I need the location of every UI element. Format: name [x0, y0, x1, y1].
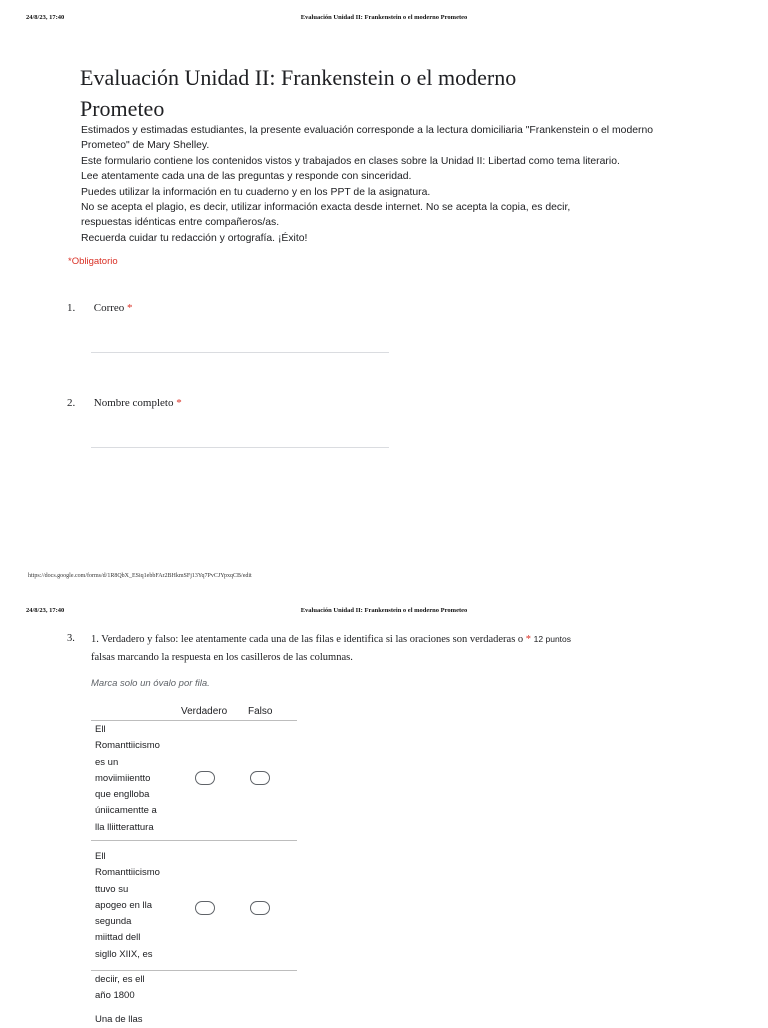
- print-footer-url: https://docs.google.com/forms/d/1R8QbX_ESiq1ebbFAr2BHkmSFj13Yq7PvCJYpxqCB/edit: [28, 573, 252, 579]
- row-label-line: año 1800: [95, 990, 135, 1002]
- row-label-line: lla lliitterattura: [95, 821, 154, 833]
- required-note: *Obligatorio: [68, 256, 118, 267]
- row-label-line: ttuvo su: [95, 883, 129, 895]
- grid-row-divider: [91, 970, 297, 971]
- form-title: Evaluación Unidad II: Frankenstein o el moderno Prometeo: [80, 65, 517, 121]
- print-datetime: 24/8/23, 17:40: [26, 607, 65, 614]
- question-text: [91, 630, 591, 667]
- question-hint: Marca solo un óvalo por fila.: [91, 678, 210, 689]
- row-label-line: que englloba: [95, 789, 150, 801]
- print-datetime: 24/8/23, 17:40: [26, 14, 65, 21]
- row-label-line: Ell: [95, 851, 106, 862]
- question-number: 1.: [67, 302, 76, 314]
- grid-row-label-continued: [95, 972, 175, 1005]
- column-header-true: Verdadero: [181, 706, 228, 717]
- question-text-line: falsas marcando la respuesta en los casilleros de las columnas.: [91, 652, 353, 663]
- question-label: Nombre completo: [93, 397, 174, 409]
- row-label-line: apogeo en lla: [95, 899, 153, 911]
- question-number: 3.: [67, 633, 75, 644]
- description-line: respuestas idénticas entre compañeros/as.: [81, 217, 280, 229]
- print-title: Evaluación Unidad II: Frankenstein o el moderno Prometeo: [300, 607, 468, 614]
- points-label: 12 puntos: [533, 634, 572, 644]
- print-title: Evaluación Unidad II: Frankenstein o el moderno Prometeo: [300, 14, 468, 21]
- description-line: Lee atentamente cada una de las preguntas y responde con sinceridad.: [81, 171, 412, 183]
- radio-row1-true[interactable]: [195, 771, 215, 785]
- row-label-line: Romanttiicismo: [95, 867, 160, 879]
- row-label-line: segunda: [95, 916, 132, 928]
- description-line: Prometeo" de Mary Shelley.: [81, 140, 210, 152]
- row-label-line: miittad dell: [95, 932, 141, 944]
- radio-row2-false[interactable]: [250, 901, 270, 915]
- question-full-name: [67, 397, 182, 409]
- description-line: No se acepta el plagio, es decir, utilizar información exacta desde internet. No se acepta la copia, es decir,: [81, 202, 571, 214]
- required-asterisk: *: [176, 397, 182, 409]
- required-asterisk: *: [525, 634, 532, 645]
- question-text-line: 1. Verdadero y falso: lee atentamente cada una de las filas e identifica si las oraciones son verdaderas o: [91, 634, 524, 645]
- row-label-line: úniicamentte a: [95, 805, 157, 817]
- grid-row-label: [95, 722, 175, 836]
- row-label-line: Una de llas: [95, 1014, 143, 1025]
- row-label-line: es un: [95, 756, 119, 768]
- description-line: Puedes utilizar la información en tu cuaderno y en los PPT de la asignatura.: [81, 186, 431, 198]
- grid-row-label: [95, 849, 175, 963]
- required-asterisk: *: [127, 302, 133, 314]
- row-label-line: sigllo XIIX, es: [95, 948, 153, 960]
- row-label-line: Ell: [95, 724, 106, 735]
- form-description: [81, 123, 701, 246]
- print-header: [0, 14, 768, 28]
- question-number: 2.: [67, 397, 76, 409]
- description-line: Recuerda cuidar tu redacción y ortografía. ¡Éxito!: [81, 232, 308, 244]
- question-label: Correo: [93, 302, 125, 314]
- row-label-line: moviimiientto: [95, 772, 151, 784]
- description-line: Este formulario contiene los contenidos vistos y trabajados en clases sobre la Unidad II: Libertad como tema literario.: [81, 155, 620, 167]
- description-line: Estimados y estimadas estudiantes, la presente evaluación corresponde a la lectura domiciliaria "Frankenstein o el moderno: [81, 125, 654, 136]
- question-email: [67, 302, 133, 314]
- row-label-line: deciir, es ell: [95, 974, 145, 985]
- grid-row-label: [95, 1012, 175, 1028]
- email-field[interactable]: [91, 352, 389, 353]
- radio-row1-false[interactable]: [250, 771, 270, 785]
- print-header: [0, 607, 768, 621]
- grid-header-divider: [91, 720, 297, 721]
- grid-row-divider: [91, 840, 297, 841]
- radio-row2-true[interactable]: [195, 901, 215, 915]
- row-label-line: Romanttiicismo: [95, 740, 160, 752]
- full-name-field[interactable]: [91, 447, 389, 448]
- column-header-false: Falso: [248, 706, 273, 717]
